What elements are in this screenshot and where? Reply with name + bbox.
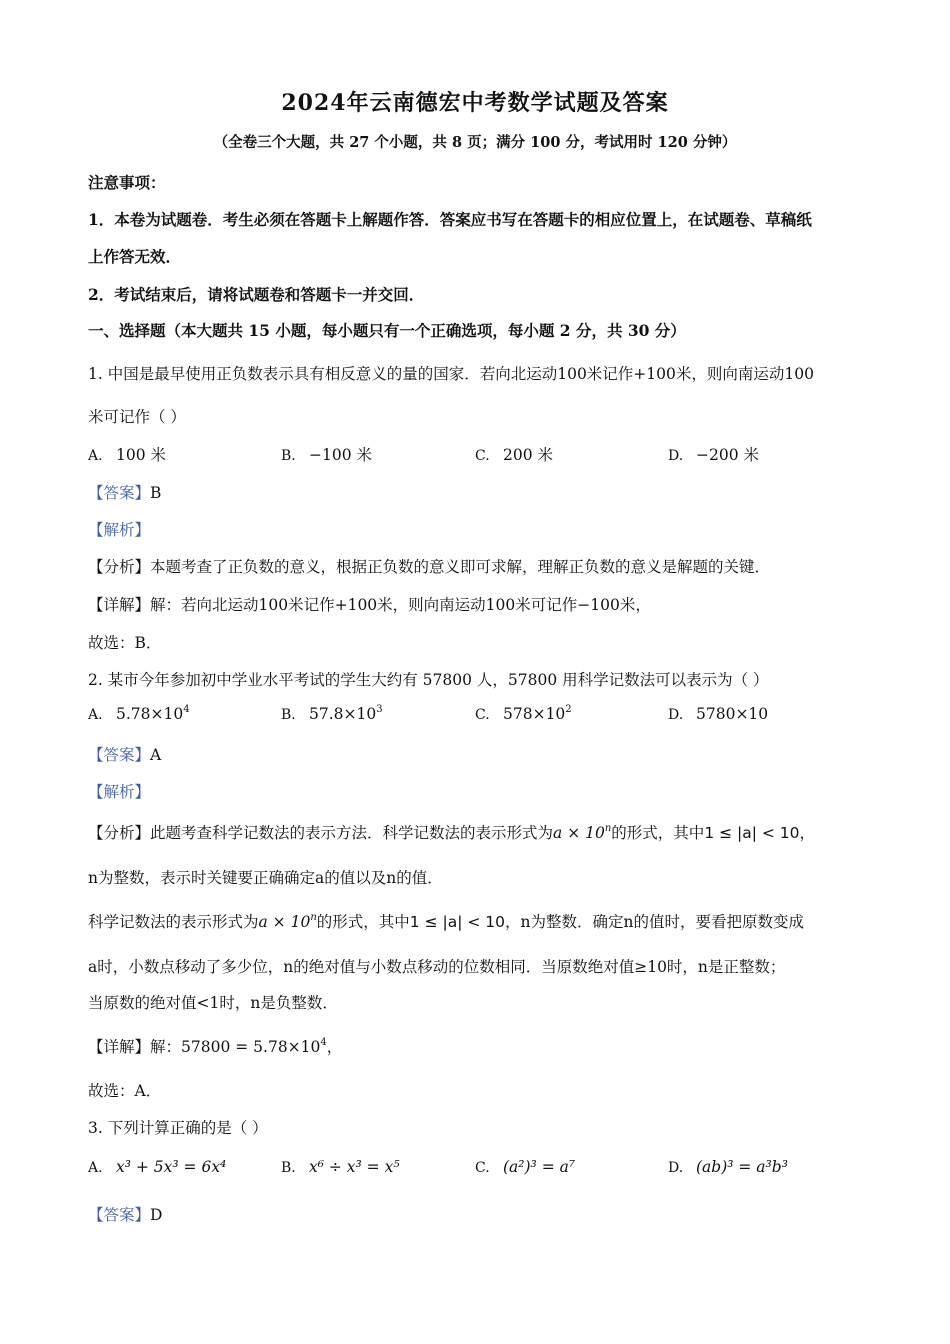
- fenxi-exponent: n: [604, 823, 612, 834]
- paragraph-range: 1 ≤ |a| < 10，: [409, 913, 521, 931]
- question-1-option-a: [88, 443, 166, 465]
- question-1-detail: [88, 593, 651, 615]
- option-text: 200 米: [503, 446, 554, 464]
- option-exponent: 3: [376, 704, 383, 715]
- option-label: C.: [475, 448, 490, 464]
- paragraph-text: 科学记数法的表示形式为: [88, 913, 259, 931]
- answer-tag: 【答案】: [88, 484, 151, 502]
- question-2-analysis-tag: 【解析】: [88, 783, 151, 801]
- question-1-option-d: [668, 443, 759, 465]
- answer-value: A: [150, 746, 162, 764]
- question-3-line-1: 3. 下列计算正确的是（ ）: [88, 1119, 268, 1137]
- question-2-paragraph-line-3: 当原数的绝对值<1时，n是负整数．: [88, 994, 338, 1012]
- answer-tag: 【答案】: [88, 746, 151, 764]
- fenxi-tag: 【分析】: [88, 558, 151, 576]
- section-heading: 一、选择题（本大题共 15 小题，每小题只有一个正确选项，每小题 2 分，共 30 分）: [88, 321, 686, 340]
- option-label: B.: [281, 448, 296, 464]
- question-2-option-d: [668, 705, 768, 723]
- page-title: 2024年云南德宏中考数学试题及答案: [281, 90, 669, 116]
- option-text: 578×10: [503, 705, 566, 723]
- option-label: C.: [475, 1160, 490, 1176]
- question-2-conclusion: 故选：A．: [88, 1082, 162, 1100]
- option-exponent: 2: [565, 704, 572, 715]
- notes-item-1-line-1: 1．本卷为试题卷．考生必须在答题卡上解题作答．答案应书写在答题卡的相应位置上，在试题卷、草稿纸: [88, 210, 812, 229]
- question-1-option-c: [475, 443, 553, 465]
- question-2-answer: [88, 743, 161, 765]
- question-2-paragraph-line-1: [88, 910, 804, 932]
- paragraph-exponent: n: [310, 912, 317, 923]
- option-text: (a²)³ = a⁷: [503, 1158, 576, 1176]
- detail-text: 解：57800 = 5.78×10: [150, 1038, 321, 1056]
- question-2-paragraph-line-2: a时，小数点移动了多少位，n的绝对值与小数点移动的位数相同．当原数绝对值≥10时，n是正整数；: [88, 958, 786, 976]
- detail-tag: 【详解】: [88, 1038, 151, 1056]
- option-label: C.: [475, 707, 490, 723]
- fenxi-text-2: 的形式，其中: [611, 824, 705, 842]
- question-2-line-1: 2. 某市今年参加初中学业水平考试的学生大约有 57800 人，57800 用科学记数法可以表示为（ ）: [88, 671, 769, 689]
- question-1-line-1: 1. 中国是最早使用正负数表示具有相反意义的量的国家．若向北运动100米记作+100米，则向南运动100: [88, 365, 814, 383]
- option-text: x⁶ ÷ x³ = x⁵: [309, 1158, 400, 1176]
- option-text: −100 米: [309, 446, 372, 464]
- option-label: B.: [281, 1160, 296, 1176]
- option-label: A.: [88, 1160, 103, 1176]
- question-2-option-b: [281, 705, 383, 723]
- question-1-option-b: [281, 443, 372, 465]
- question-1-line-2: 米可记作（ ）: [88, 408, 186, 426]
- detail-end: ，: [326, 1038, 343, 1056]
- detail-text: 解：若向北运动100米记作+100米，则向南运动100米可记作−100米，: [150, 596, 651, 614]
- question-1-fenxi: [88, 555, 770, 577]
- fenxi-text: 此题考查科学记数法的表示方法．科学记数法的表示形式为: [150, 824, 554, 842]
- question-3-option-a: [88, 1158, 226, 1176]
- option-label: A.: [88, 707, 103, 723]
- answer-value: B: [150, 484, 162, 502]
- option-exponent: 4: [183, 704, 190, 715]
- question-3-option-b: [281, 1158, 400, 1176]
- notes-item-1-line-2: 上作答无效．: [88, 247, 182, 266]
- option-text: x³ + 5x³ = 6x⁴: [116, 1158, 227, 1176]
- fenxi-text: 本题考查了正负数的意义，根据正负数的意义即可求解，理解正负数的意义是解题的关键．: [150, 558, 771, 576]
- option-label: A.: [88, 448, 103, 464]
- option-text: −200 米: [696, 446, 759, 464]
- answer-value: D: [150, 1206, 163, 1224]
- page-subtitle: （全卷三个大题，共 27 个小题，共 8 页；满分 100 分，考试用时 120 分钟）: [213, 134, 737, 151]
- option-label: D.: [668, 707, 684, 723]
- notes-item-2: 2．考试结束后，请将试题卷和答题卡一并交回．: [88, 285, 425, 304]
- option-label: D.: [668, 1160, 684, 1176]
- question-1-conclusion: 故选：B．: [88, 634, 162, 652]
- fenxi-tag: 【分析】: [88, 824, 151, 842]
- fenxi-expression: a × 10: [553, 824, 605, 842]
- question-2-option-a: [88, 705, 190, 723]
- paragraph-text-3: n为整数．确定n的值时，要看把原数变成: [520, 913, 804, 931]
- question-3-option-d: [668, 1158, 788, 1176]
- question-3-answer: [88, 1203, 162, 1225]
- question-1-answer: [88, 481, 161, 503]
- paragraph-text-2: 的形式，其中: [316, 913, 410, 931]
- question-1-analysis-tag: 【解析】: [88, 521, 151, 539]
- question-2-fenxi-line-1: [88, 821, 815, 843]
- detail-exponent: 4: [320, 1037, 327, 1048]
- option-label: B.: [281, 707, 296, 723]
- option-text: 100 米: [116, 446, 167, 464]
- option-text: 57.8×10: [309, 705, 377, 723]
- notes-heading: 注意事项：: [88, 173, 166, 192]
- question-2-detail: [88, 1035, 342, 1057]
- question-2-option-c: [475, 705, 572, 723]
- answer-tag: 【答案】: [88, 1206, 151, 1224]
- option-text: 5780×10: [696, 705, 769, 723]
- detail-tag: 【详解】: [88, 596, 151, 614]
- option-text: (ab)³ = a³b³: [696, 1158, 788, 1176]
- paragraph-expression: a × 10: [258, 913, 311, 931]
- fenxi-range: 1 ≤ |a| < 10，: [704, 824, 816, 842]
- option-text: 5.78×10: [116, 705, 184, 723]
- question-3-option-c: [475, 1158, 575, 1176]
- question-2-fenxi-line-2: n为整数，表示时关键要正确确定a的值以及n的值．: [88, 869, 443, 887]
- option-label: D.: [668, 448, 684, 464]
